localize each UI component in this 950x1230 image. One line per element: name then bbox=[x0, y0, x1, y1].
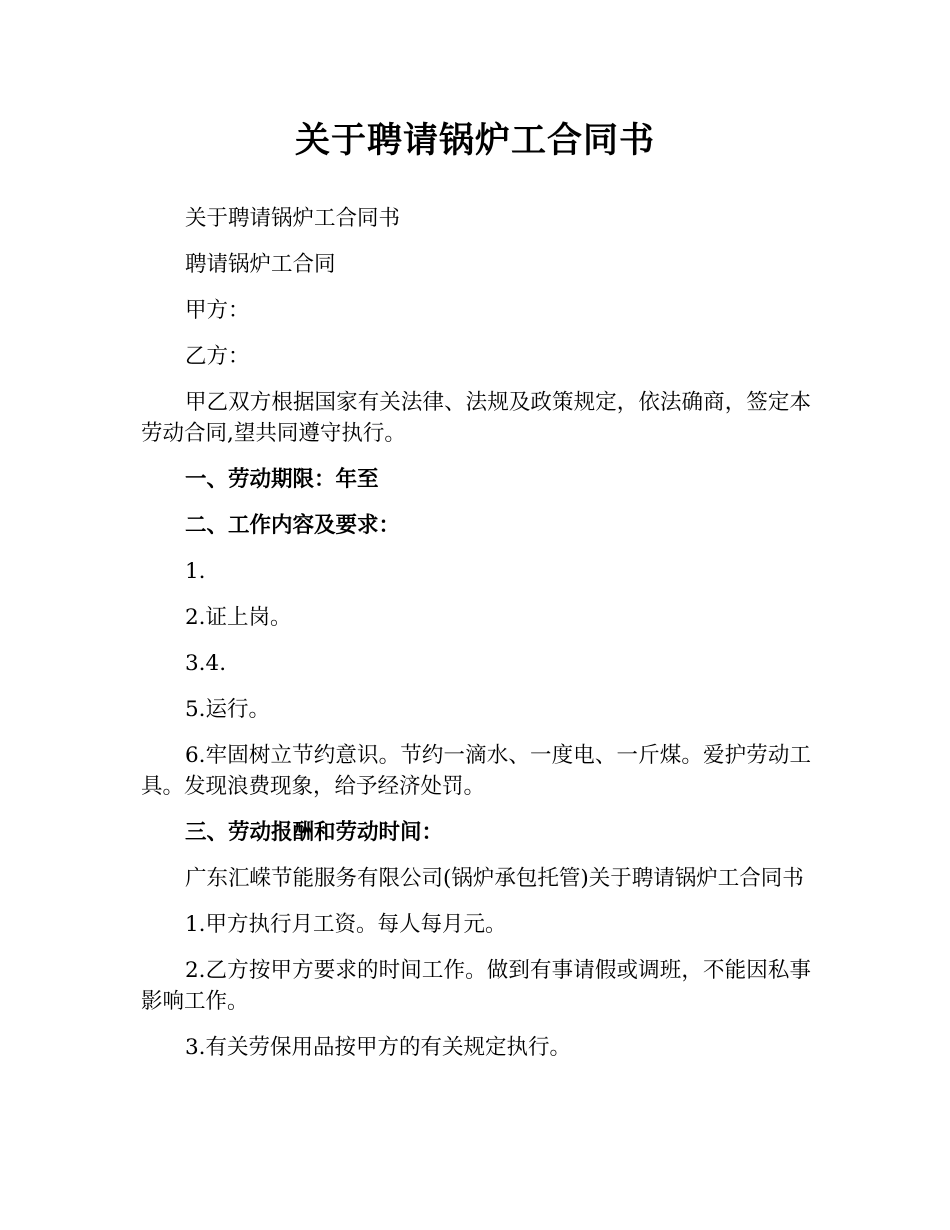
paragraph-heading-repeat: 关于聘请锅炉工合同书 bbox=[185, 206, 401, 231]
list-item-pay-3: 3.有关劳保用品按甲方的有关规定执行。 bbox=[185, 1035, 572, 1060]
list-item-pay-2: 2.乙方按甲方要求的时间工作。做到有事请假或调班，不能因私事影响工作。 bbox=[141, 958, 811, 1014]
list-item-duty-6: 6.牢固树立节约意识。节约一滴水、一度电、一斤煤。爱护劳动工具。发现浪费现象，给予经济处罚。 bbox=[141, 743, 811, 799]
section-heading-term: 一、劳动期限：年至 bbox=[185, 467, 379, 492]
paragraph-party-b: 乙方： bbox=[185, 344, 250, 369]
paragraph-party-a: 甲方： bbox=[185, 298, 250, 323]
paragraph-contract-name: 聘请锅炉工合同 bbox=[185, 252, 336, 277]
list-item-duty-5: 5.运行。 bbox=[185, 697, 271, 722]
document-body bbox=[141, 203, 811, 1078]
section-heading-pay: 三、劳动报酬和劳动时间： bbox=[185, 820, 444, 845]
document-title: 关于聘请锅炉工合同书 bbox=[294, 121, 655, 161]
paragraph-preamble: 甲乙双方根据国家有关法律、法规及政策规定，依法确商，签定本劳动合同,望共同遵守执行。 bbox=[141, 390, 811, 446]
section-heading-duties: 二、工作内容及要求： bbox=[185, 513, 401, 538]
list-item-pay-1: 1.甲方执行月工资。每人每月元。 bbox=[185, 912, 507, 937]
list-item-duty-3-4: 3.4. bbox=[185, 651, 227, 676]
list-item-duty-2: 2.证上岗。 bbox=[185, 605, 292, 630]
list-item-duty-1: 1. bbox=[185, 559, 206, 584]
paragraph-company-line: 广东汇嵘节能服务有限公司(锅炉承包托管)关于聘请锅炉工合同书 bbox=[185, 866, 804, 891]
